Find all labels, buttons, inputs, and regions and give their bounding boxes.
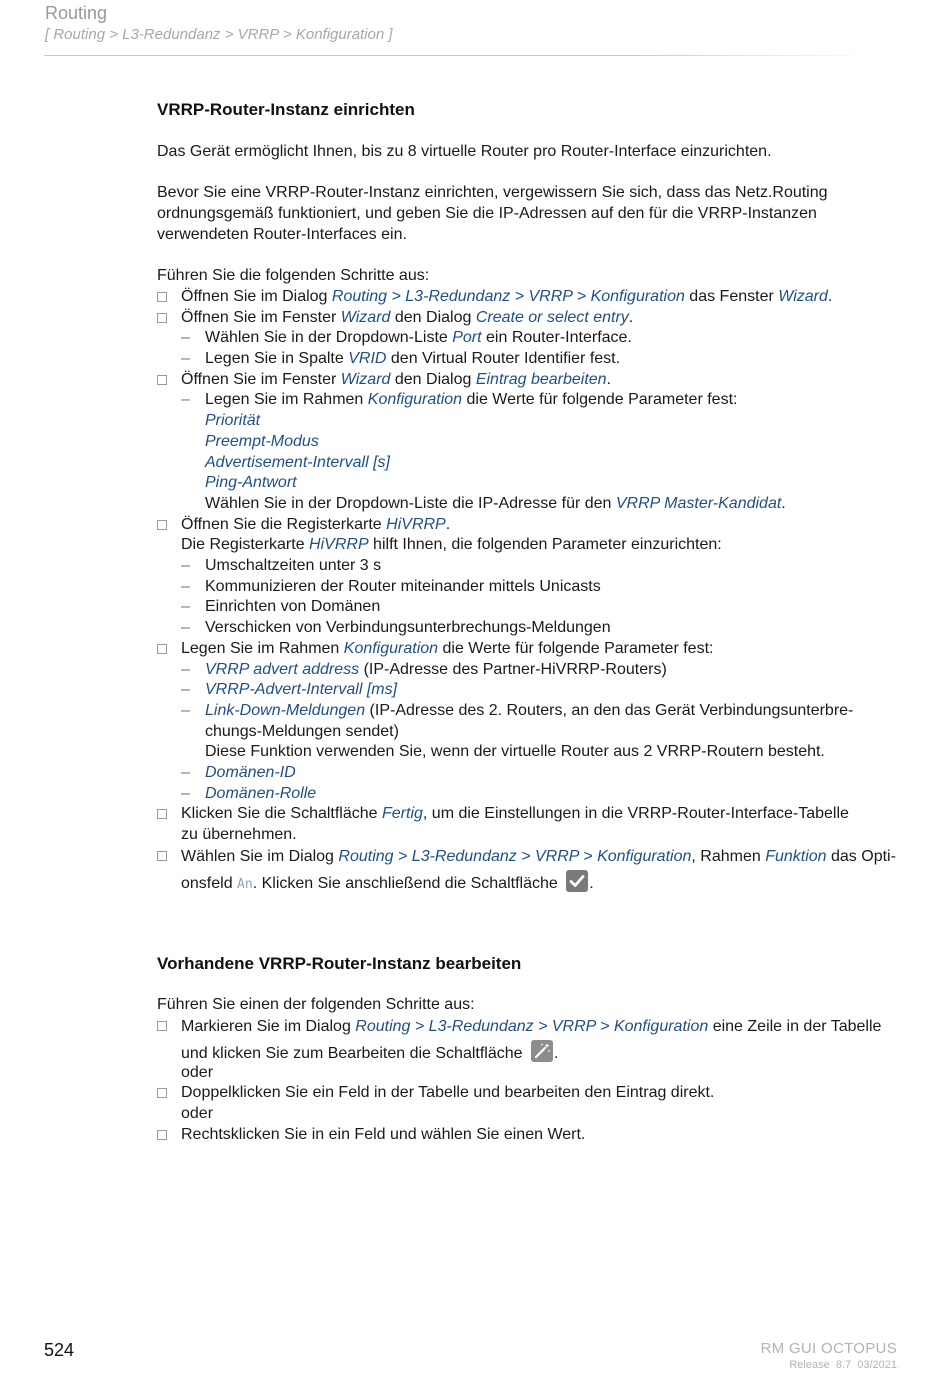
checkbox-icon xyxy=(157,1130,167,1140)
step-1: Öffnen Sie im Dialog Routing > L3-Redundanz > VRRP > Konfiguration das Fenster Wizard. xyxy=(157,287,902,308)
ui-reference: Konfiguration xyxy=(343,639,439,657)
para2-line: Bevor Sie eine VRRP-Router-Instanz einrichten, vergewissern Sie sich, dass das Netz.Routing xyxy=(157,184,828,202)
substep: – Legen Sie im Rahmen Konfiguration die Werte für folgende Parameter fest: xyxy=(157,390,902,411)
product-name: RM GUI OCTOPUS xyxy=(760,1340,897,1357)
parameter-name: Advertisement-Intervall [s] xyxy=(205,453,390,471)
steps-intro: Führen Sie die folgenden Schritte aus: xyxy=(157,267,430,285)
ui-reference: Fertig xyxy=(382,805,423,823)
substep: – Verschicken von Verbindungsunterbrechungs-Meldungen xyxy=(157,618,902,639)
dash-marker: – xyxy=(181,701,190,719)
ui-reference: Link-Down-Meldungen xyxy=(205,701,366,719)
substep: – Kommunizieren der Router miteinander mittels Unicasts xyxy=(157,577,902,598)
dash-marker: – xyxy=(181,619,190,637)
checkbox-icon xyxy=(157,1021,167,1031)
step-note: Die Registerkarte HiVRRP hilft Ihnen, die folgenden Parameter einzurichten: xyxy=(181,536,722,554)
ui-reference: Funktion xyxy=(765,847,827,865)
or-label: oder xyxy=(181,1063,214,1081)
substep xyxy=(157,784,902,805)
step-4: Öffnen Sie die Registerkarte HiVRRP. xyxy=(157,515,902,536)
ui-reference: HiVRRP xyxy=(386,515,446,533)
release-info: Release 8.7 03/2021 xyxy=(789,1359,897,1371)
step-3: Öffnen Sie im Fenster Wizard den Dialog Eintrag bearbeiten. xyxy=(157,370,902,391)
step-5: Legen Sie im Rahmen Konfiguration die Werte für folgende Parameter fest: xyxy=(157,639,902,660)
ui-reference: Port xyxy=(452,329,482,347)
breadcrumb: [ Routing > L3-Redundanz > VRRP > Konfiguration ] xyxy=(45,26,393,43)
header-divider xyxy=(44,55,874,56)
parameter-name: Ping-Antwort xyxy=(205,474,297,492)
section2-intro: Führen Sie einen der folgenden Schritte aus: xyxy=(157,995,475,1013)
option-value: An xyxy=(237,876,253,892)
ui-reference: Routing > L3-Redundanz > VRRP > Konfiguration xyxy=(338,847,692,865)
dash-marker: – xyxy=(181,350,190,367)
alt-step-1: Markieren Sie im Dialog Routing > L3-Redundanz > VRRP > Konfiguration eine Zeile in der Tabelle und klicken Sie zum Bearbeiten die Schaltfläche . xyxy=(157,1014,902,1067)
dash-marker: – xyxy=(181,681,190,699)
magic-wand-icon[interactable] xyxy=(531,1040,553,1062)
ui-reference: Domänen-Rolle xyxy=(205,784,317,802)
ui-reference: Konfiguration xyxy=(367,391,463,409)
or-label: oder xyxy=(181,1104,214,1122)
checkbox-icon xyxy=(157,292,167,302)
ui-reference: Wizard xyxy=(778,287,828,305)
dash-marker: – xyxy=(181,784,190,802)
substep: – Umschaltzeiten unter 3 s xyxy=(157,556,902,577)
ui-reference: Wizard xyxy=(340,308,391,326)
ui-reference: VRRP-Advert-Intervall [ms] xyxy=(205,681,398,699)
ui-reference: Routing > L3-Redundanz > VRRP > Konfiguration xyxy=(331,287,685,305)
ui-reference: HiVRRP xyxy=(309,536,369,554)
alt-step-2: Doppelklicken Sie ein Feld in der Tabelle und bearbeiten den Eintrag direkt. xyxy=(157,1083,902,1104)
checkbox-icon xyxy=(157,644,167,654)
checkbox-icon xyxy=(157,851,167,861)
step-7: Wählen Sie im Dialog Routing > L3-Redundanz > VRRP > Konfiguration, Rahmen Funktion das Opti- onsfeld An. Klicken Sie anschließend die Schaltfläche . xyxy=(157,844,902,898)
dash-marker: – xyxy=(181,577,190,595)
ui-reference: Create or select entry xyxy=(475,308,629,326)
checkbox-icon xyxy=(157,520,167,530)
ui-reference: Routing > L3-Redundanz > VRRP > Konfiguration xyxy=(355,1017,709,1035)
para2-line: ordnungsgemäß funktioniert, und geben Sie die IP-Adressen auf den für die VRRP-Instanzen xyxy=(157,205,817,223)
ui-reference: VRRP advert address xyxy=(205,660,360,678)
substep: – VRRP advert address (IP-Adresse des Partner-HiVRRP-Routers) xyxy=(157,660,902,681)
substep: – Link-Down-Meldungen (IP-Adresse des 2. Routers, an den das Gerät Verbindungsunterbre- chungs-Meldungen sendet) Diese Funktion verwenden Sie, wenn der virtuelle Router aus 2 VRRP-Routern besteht. xyxy=(181,701,854,761)
step-6: Klicken Sie die Schaltfläche Fertig, um die Einstellungen in die VRRP-Router-Interface-Tabelle zu übernehmen. xyxy=(157,804,902,845)
ui-reference: Wizard xyxy=(340,370,391,388)
checkbox-icon xyxy=(157,313,167,323)
chapter-title: Routing xyxy=(45,3,108,23)
checkbox-icon xyxy=(157,809,167,819)
dash-marker: – xyxy=(181,660,190,678)
page-number: 524 xyxy=(44,1340,75,1360)
dash-marker: – xyxy=(181,764,190,782)
ui-reference: VRID xyxy=(348,350,387,367)
ui-reference: Domänen-ID xyxy=(205,764,296,782)
checkmark-icon[interactable] xyxy=(566,870,588,892)
substep-note: Wählen Sie in der Dropdown-Liste die IP-Adresse für den VRRP Master-Kandidat. xyxy=(205,494,786,512)
checkbox-icon xyxy=(157,375,167,385)
content xyxy=(157,100,902,1145)
substep: – Legen Sie in Spalte VRID den Virtual Router Identifier fest. xyxy=(157,349,902,370)
dash-marker: – xyxy=(181,557,190,575)
substep: – Wählen Sie in der Dropdown-Liste Port ein Router-Interface. xyxy=(157,328,902,349)
dash-marker: – xyxy=(181,391,190,409)
checkbox-icon xyxy=(157,1088,167,1098)
section2-heading: Vorhandene VRRP-Router-Instanz bearbeiten xyxy=(157,953,522,973)
substep xyxy=(157,680,902,701)
section1-heading: VRRP-Router-Instanz einrichten xyxy=(157,100,415,119)
para2-line: verwendeten Router-Interfaces ein. xyxy=(157,225,407,243)
substep xyxy=(157,763,902,784)
ui-reference: VRRP Master-Kandidat xyxy=(615,494,782,512)
parameter-name: Preempt-Modus xyxy=(205,432,319,450)
step-2: Öffnen Sie im Fenster Wizard den Dialog Create or select entry. xyxy=(157,308,902,329)
substep: – Einrichten von Domänen xyxy=(157,597,902,618)
dash-marker: – xyxy=(181,329,190,347)
parameter-name: Priorität xyxy=(205,412,261,430)
dash-marker: – xyxy=(181,598,190,616)
ui-reference: Eintrag bearbeiten xyxy=(475,370,607,388)
alt-step-3: Rechtsklicken Sie in ein Feld und wählen Sie einen Wert. xyxy=(157,1125,902,1146)
section1-para2 xyxy=(157,183,902,245)
section1-para1: Das Gerät ermöglicht Ihnen, bis zu 8 virtuelle Router pro Router-Interface einzurichten. xyxy=(157,143,772,160)
